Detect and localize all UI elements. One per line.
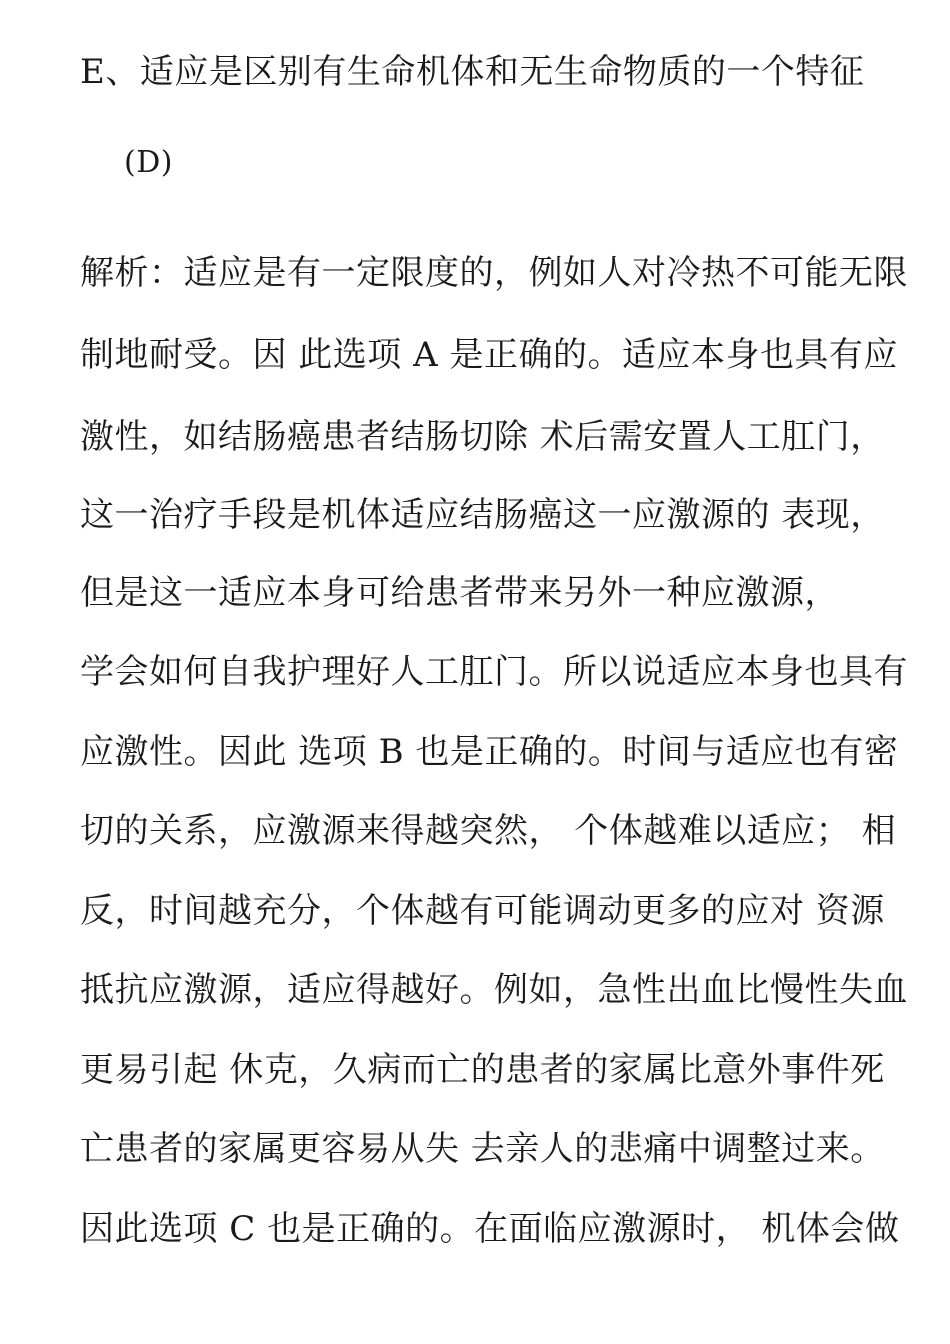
analysis-line-5: 但是这一适应本身可给患者带来另外一种应激源， [80, 573, 839, 613]
analysis-line-4: 这一治疗手段是机体适应结肠癌这一应激源的 表现， [80, 495, 885, 535]
option-e-line: E、适应是区别有生命机体和无生命物质的一个特征 [80, 52, 865, 92]
analysis-line-6: 学会如何自我护理好人工肛门。所以说适应本身也具有 [80, 652, 908, 692]
analysis-line-8: 切的关系，应激源来得越突然， 个体越难以适应； 相 [80, 811, 897, 851]
analysis-line-11: 更易引起 休克，久病而亡的患者的家属比意外事件死 [80, 1050, 885, 1090]
analysis-line-10: 抵抗应激源，适应得越好。例如，急性出血比慢性失血 [80, 970, 908, 1010]
analysis-line-1: 解析：适应是有一定限度的，例如人对冷热不可能无限 [80, 253, 908, 293]
analysis-line-12: 亡患者的家属更容易从失 去亲人的悲痛中调整过来。 [80, 1129, 885, 1169]
analysis-line-9: 反，时间越充分，个体越有可能调动更多的应对 资源 [80, 891, 885, 931]
analysis-line-7: 应激性。因此 选项 B 也是正确的。时间与适应也有密 [80, 732, 899, 772]
analysis-line-3: 激性，如结肠癌患者结肠切除 术后需安置人工肛门， [80, 417, 885, 457]
analysis-line-13: 因此选项 C 也是正确的。在面临应激源时， 机体会做 [80, 1209, 900, 1249]
answer-label: (D) [124, 145, 173, 180]
analysis-line-2: 制地耐受。因 此选项 A 是正确的。适应本身也具有应 [80, 335, 898, 375]
